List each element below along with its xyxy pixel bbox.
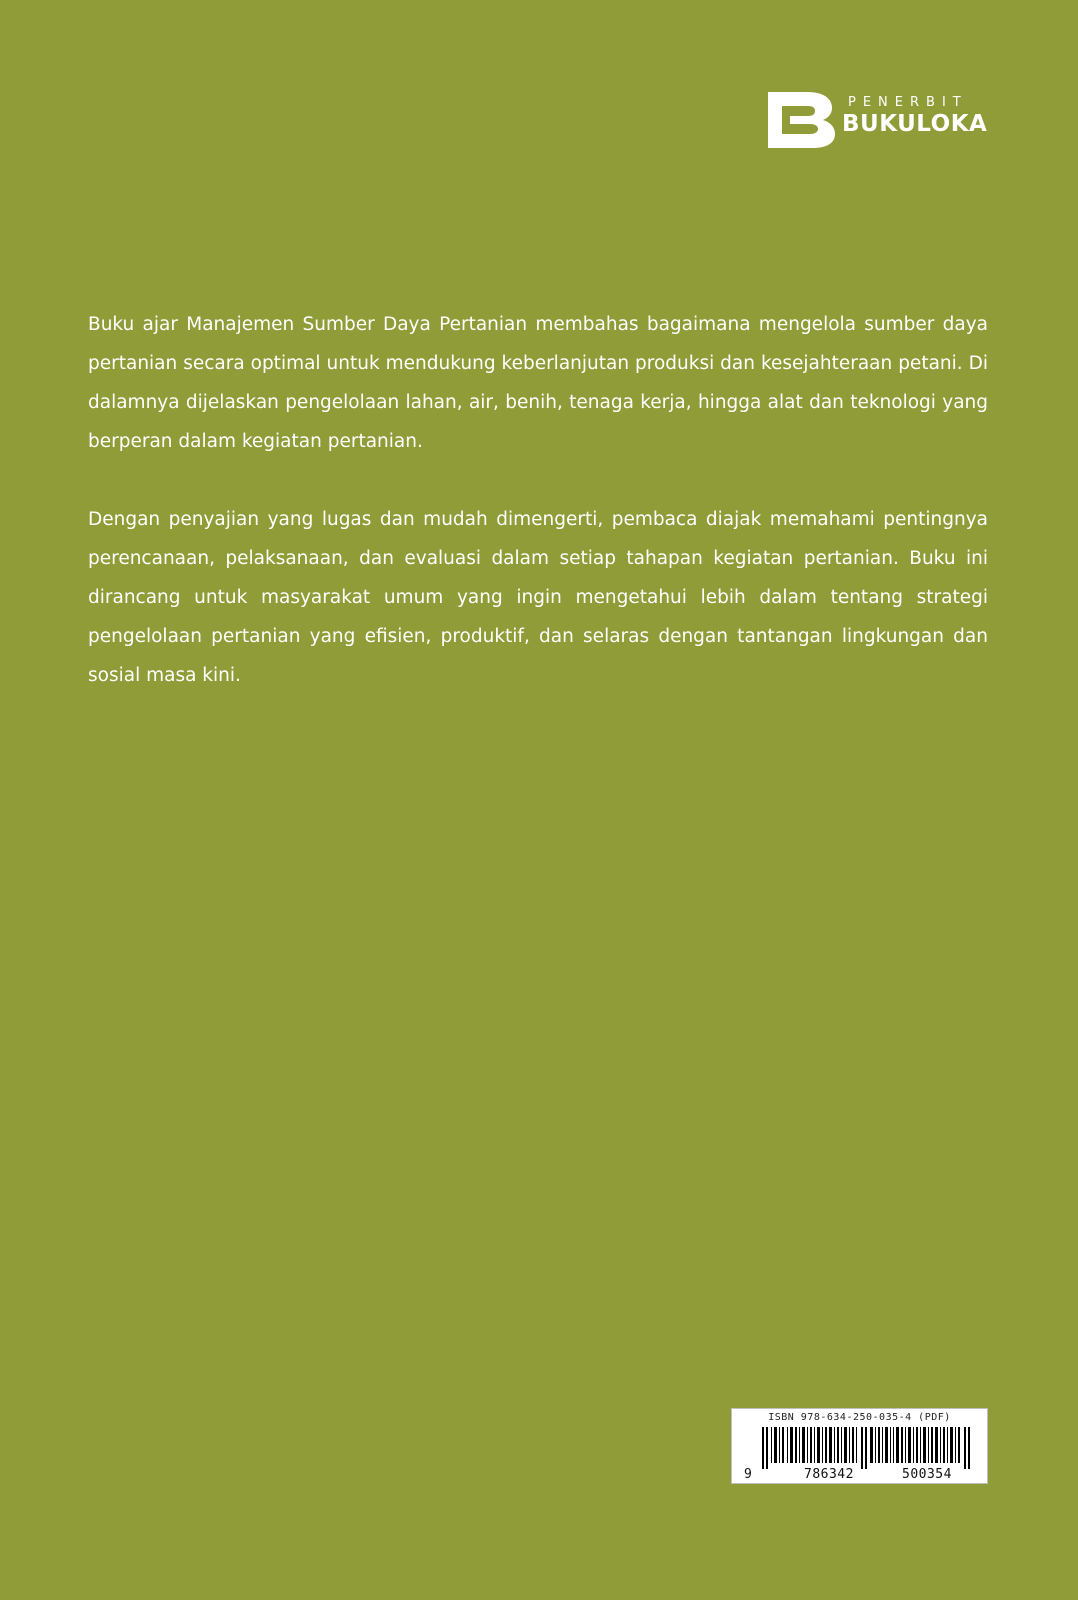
synopsis-paragraph-2: Dengan penyajian yang lugas dan mudah dimengerti, pembaca diajak memahami pentingnya perencanaan, pelaksanaan, dan evaluasi dalam setiap tahapan kegiatan pertanian. Buku ini dirancang untuk masyarakat umum yang ingin mengetahui lebih dalam tentang strategi pengelolaan pertanian yang efisien, produktif, dan selaras dengan tantangan lingkungan dan sosial masa kini. <box>88 509 988 686</box>
synopsis-paragraph-1: Buku ajar Manajemen Sumber Daya Pertanian membahas bagaimana mengelola sumber daya pertanian secara optimal untuk mendukung keberlanjutan produksi dan kesejahteraan petani. Di dalamnya dijelaskan pengelolaan lahan, air, benih, tenaga kerja, hingga alat dan teknologi yang berperan dalam kegiatan pertanian. <box>88 314 988 452</box>
isbn-barcode <box>731 1408 988 1484</box>
publisher-label-small: PENERBIT <box>848 95 968 110</box>
barcode-lead-digit: 9 <box>744 1467 752 1482</box>
barcode-left-digits: 786342 <box>804 1467 854 1482</box>
barcode-bars <box>762 1427 972 1469</box>
publisher-name <box>842 96 987 138</box>
barcode-right-digits: 500354 <box>902 1467 952 1482</box>
isbn-text: ISBN 978-634-250-035-4 (PDF) <box>768 1412 951 1423</box>
publisher-logo <box>768 90 990 150</box>
publisher-label-large: BUKULOKA <box>842 111 988 137</box>
book-synopsis <box>88 305 988 695</box>
publisher-b-icon <box>768 92 836 148</box>
